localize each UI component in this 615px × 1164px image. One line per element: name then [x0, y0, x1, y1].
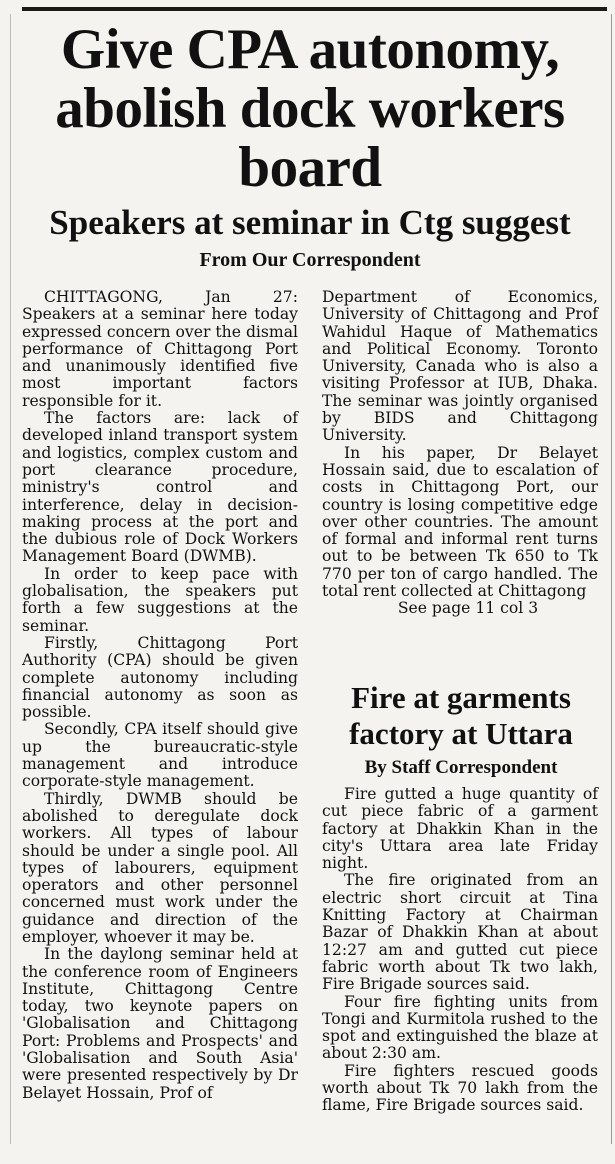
sidebar-headline: Fire at garments factory at Uttara [349, 680, 573, 751]
sidebar-paragraph: Fire gutted a huge quantity of cut piece fabric of a garment factory at Dhakkin Khan in the city's Uttara area late Friday night. [322, 785, 598, 873]
sidebar-paragraph: The fire originated from an electric short circuit at Tina Knitting Factory at Chairman Bazar of Dhakkin Khan at about 12:27 am and gutted cut piece fabric worth about Tk two lakh, Fire Brigade sources said. [322, 871, 598, 994]
sidebar-paragraph: Four fire fighting units from Tongi and Kurmitola rushed to the spot and extinguished the blaze at about 2:30 am. [322, 992, 598, 1063]
left-column-rule [10, 14, 11, 1144]
article-paragraph: In the daylong seminar held at the conference room of Engineers Institute, Chittagong Centre today, two keynote papers on 'Globalisation and Chittagong Port: Problems and Prospects' and 'Globalisation and South Asia' were presented respectively by Dr Belayet Hossain, Prof of [22, 945, 298, 1102]
right-column-rule [611, 14, 612, 1144]
sidebar-byline: By Staff Correspondent [364, 757, 558, 778]
article-paragraph: Thirdly, DWMB should be abolished to deregulate dock workers. All types of labour should be under a single pool. All types of labourers, equipment operators and other personnel concerned must work under the guidance and direction of the employer, whoever it may be. [22, 789, 298, 946]
article-column-right [322, 289, 598, 618]
continuation-note: See page 11 col 3 [397, 599, 539, 618]
byline: From Our Correspondent [199, 249, 421, 271]
article-paragraph-continued: Department of Economics, University of Chittagong and Prof Wahidul Haque of Mathematics and Political Economy. Toronto University, Canada who is also a visiting Professor at IUB, Dhaka. The seminar was jointly organised by BIDS and Chittagong University. [322, 288, 598, 445]
article-paragraph: In order to keep pace with globalisation, the speakers put forth a few suggestions at the seminar. [22, 564, 298, 635]
top-rule [22, 7, 607, 11]
headline: Give CPA autonomy, abolish dock workers board [55, 18, 565, 199]
article-paragraph: The factors are: lack of developed inland transport system and logistics, complex custom and port clearance procedure, ministry's control and interference, delay in decision-making process at the port and the dubious role of Dock Workers Management Board (DWMB). [22, 409, 298, 566]
article-paragraph: Secondly, CPA itself should give up the bureaucratic-style management and introduce corporate-style management. [22, 720, 298, 791]
sidebar-story-body [322, 786, 598, 1115]
article-paragraph: Firstly, Chittagong Port Authority (CPA) should be given complete autonomy including financial autonomy as soon as possible. [22, 633, 298, 722]
article-paragraph: CHITTAGONG, Jan 27: Speakers at a seminar here today expressed concern over the dismal performance of Chittagong Port and unanimously identified five most important factors responsible for it. [22, 288, 298, 410]
article-column-left [22, 289, 298, 1102]
sidebar-paragraph: Fire fighters rescued goods worth about Tk 70 lakh from the flame, Fire Brigade sources said. [322, 1061, 598, 1115]
article-paragraph: In his paper, Dr Belayet Hossain said, due to escalation of costs in Chittagong Port, our country is losing competitive edge over other countries. The amount of formal and informal rent turns out to be between Tk 650 to Tk 770 per ton of cargo handled. The total rent collected at Chittagong [322, 443, 598, 601]
kicker: Speakers at seminar in Ctg suggest [49, 203, 571, 242]
